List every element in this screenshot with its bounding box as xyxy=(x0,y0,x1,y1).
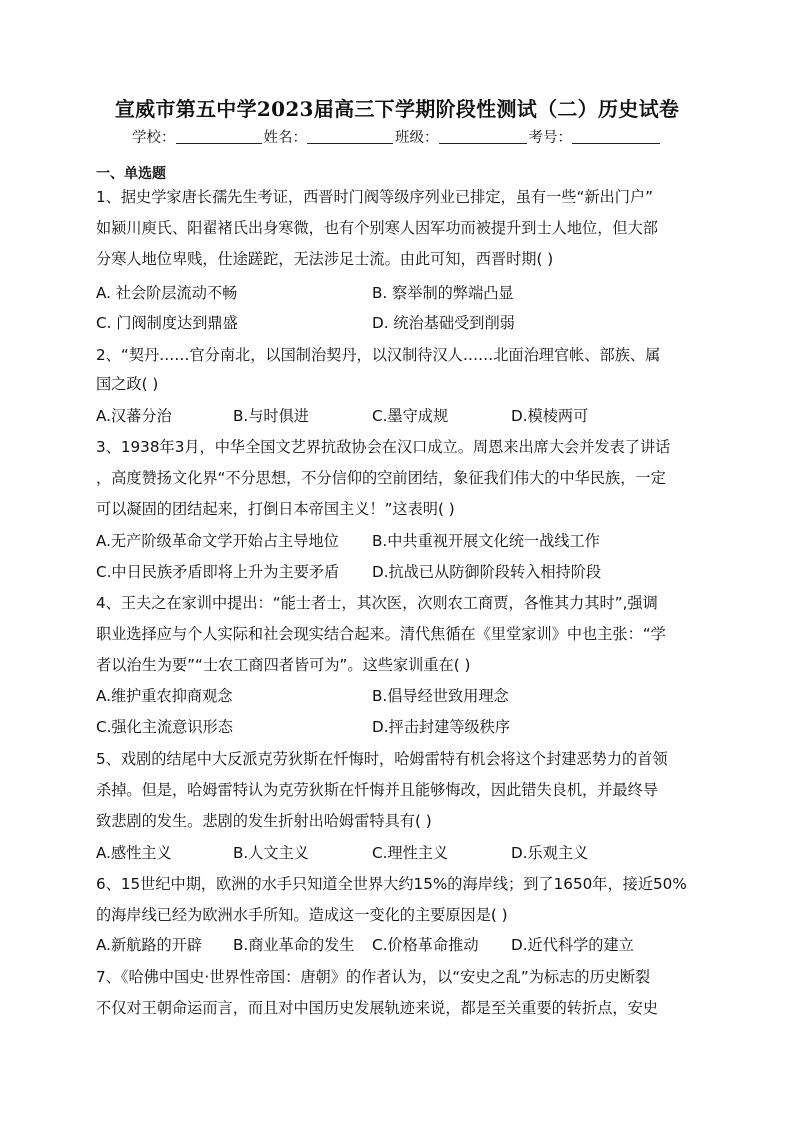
school-label: 学校： xyxy=(132,130,176,146)
student-info-line xyxy=(0,126,794,147)
q5-option-a[interactable]: A.感性主义 xyxy=(96,844,172,862)
question-5-line-3: 致悲剧的发生。悲剧的发生折射出哈姆雷特具有( ) xyxy=(96,812,432,830)
q1-option-d[interactable]: D. 统治基础受到削弱 xyxy=(372,314,515,332)
question-1-line-2: 如颍川庾氏、阳翟褚氏出身寒微，也有个别寒人因军功而被提升到士人地位，但大部 xyxy=(96,219,658,237)
number-blank[interactable] xyxy=(572,129,660,144)
q3-option-c[interactable]: C.中日民族矛盾即将上升为主要矛盾 xyxy=(96,563,340,581)
class-label: 班级： xyxy=(395,130,439,146)
name-blank[interactable] xyxy=(307,129,393,144)
question-4-line-1: 4、王夫之在家训中提出：“能士者士，其次医，次则农工商贾，各惟其力其时”,强调 xyxy=(96,594,658,612)
q3-option-d[interactable]: D.抗战已从防御阶段转入相持阶段 xyxy=(372,563,602,581)
question-3-line-3: 可以凝固的团结起来，打倒日本帝国主义！”这表明( ) xyxy=(96,500,455,518)
q6-option-c[interactable]: C.价格革命推动 xyxy=(372,936,479,954)
q2-option-c[interactable]: C.墨守成规 xyxy=(372,407,449,425)
q1-option-b[interactable]: B. 察举制的弊端凸显 xyxy=(372,284,514,302)
question-3-line-1: 3、1938年3月，中华全国文艺界抗敌协会在汉口成立。周恩来出席大会并发表了讲话 xyxy=(96,438,671,456)
question-7-line-2: 不仅对王朝命运而言，而且对中国历史发展轨迹来说，都是至关重要的转折点，安史 xyxy=(96,999,658,1017)
question-4-line-2: 职业选择应与个人实际和社会现实结合起来。清代焦循在《里堂家训》中也主张：“学 xyxy=(96,625,666,643)
q6-option-b[interactable]: B.商业革命的发生 xyxy=(233,936,355,954)
q4-option-c[interactable]: C.强化主流意识形态 xyxy=(96,718,233,736)
q6-option-d[interactable]: D.近代科学的建立 xyxy=(511,936,634,954)
q4-option-a[interactable]: A.维护重农抑商观念 xyxy=(96,687,233,705)
question-7-line-1: 7、《哈佛中国史·世界性帝国：唐朝》的作者认为，以“安史之乱”为标志的历史断裂 xyxy=(96,968,651,986)
q2-option-b[interactable]: B.与时俱进 xyxy=(233,407,309,425)
section-heading: 一、单选题 xyxy=(96,166,166,182)
question-2-line-1: 2、“契丹……官分南北，以国制治契丹，以汉制待汉人……北面治理官帐、部族、属 xyxy=(96,346,661,364)
q4-option-d[interactable]: D.抨击封建等级秩序 xyxy=(372,718,511,736)
page-title: 宣威市第五中学2023届高三下学期阶段性测试（二）历史试卷 xyxy=(114,97,680,121)
q6-option-a[interactable]: A.新航路的开辟 xyxy=(96,936,203,954)
q4-option-b[interactable]: B.倡导经世致用理念 xyxy=(372,687,509,705)
school-blank[interactable] xyxy=(176,129,262,144)
q5-option-c[interactable]: C.理性主义 xyxy=(372,844,449,862)
question-3-line-2: ，高度赞扬文化界“不分思想，不分信仰的空前团结，象征我们伟大的中华民族，一定 xyxy=(96,469,666,487)
q3-option-b[interactable]: B.中共重视开展文化统一战线工作 xyxy=(372,532,600,550)
q5-option-b[interactable]: B.人文主义 xyxy=(233,844,309,862)
class-blank[interactable] xyxy=(439,129,527,144)
question-5-line-2: 杀掉。但是，哈姆雷特认为克劳狄斯在忏悔并且能够悔改，因此错失良机，并最终导 xyxy=(96,781,658,799)
question-6-line-1: 6、15世纪中期，欧洲的水手只知道全世界大约15%的海岸线；到了1650年，接近50% xyxy=(96,875,687,893)
q1-option-a[interactable]: A. 社会阶层流动不畅 xyxy=(96,284,238,302)
question-5-line-1: 5、戏剧的结尾中大反派克劳狄斯在忏悔时，哈姆雷特有机会将这个封建恶势力的首领 xyxy=(96,750,668,768)
number-label: 考号： xyxy=(528,130,572,146)
question-1-line-1: 1、据史学家唐长孺先生考证，西晋时门阀等级序列业已排定，虽有一些“新出门户” xyxy=(96,188,653,206)
question-4-line-3: 者以治生为要”“士农工商四者皆可为”。这些家训重在( ) xyxy=(96,656,471,674)
q1-option-c[interactable]: C. 门阀制度达到鼎盛 xyxy=(96,314,238,332)
question-1-line-3: 分寒人地位卑贱，仕途蹉跎，无法涉足士流。由此可知，西晋时期( ) xyxy=(96,250,554,268)
q2-option-a[interactable]: A.汉蕃分治 xyxy=(96,407,172,425)
question-6-line-2: 的海岸线已经为欧洲水手所知。造成这一变化的主要原因是( ) xyxy=(96,906,508,924)
question-2-line-2: 国之政( ) xyxy=(96,375,159,393)
name-label: 姓名： xyxy=(263,130,307,146)
q2-option-d[interactable]: D.模棱两可 xyxy=(511,407,589,425)
q3-option-a[interactable]: A.无产阶级革命文学开始占主导地位 xyxy=(96,532,339,550)
q5-option-d[interactable]: D.乐观主义 xyxy=(511,844,589,862)
